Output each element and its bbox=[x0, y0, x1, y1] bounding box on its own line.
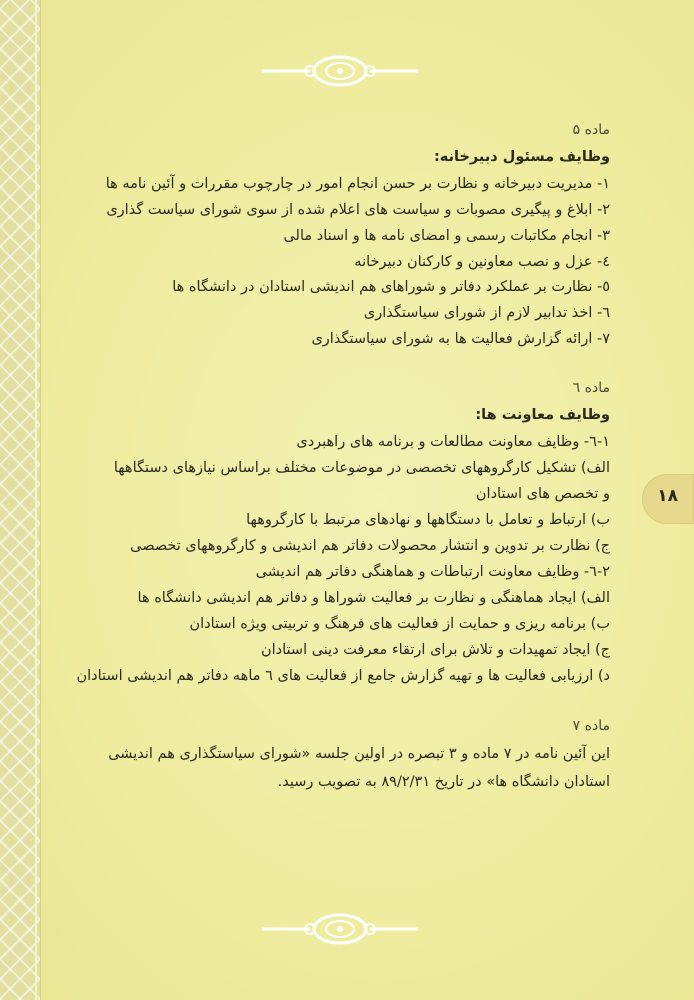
article-5-item: ۱- مدیریت دبیرخانه و نظارت بر حسن انجام امور در چارچوب مقررات و آئین نامه ها bbox=[105, 176, 610, 192]
article-6-line: ب) برنامه ریزی و حمایت از فعالیت های فرهنگ و تربیتی ویژه استادان bbox=[189, 616, 610, 632]
article-6-line: الف) ایجاد هماهنگی و نظارت بر فعالیت شوراها و دفاتر هم اندیشی دانشگاه ها bbox=[137, 590, 610, 606]
article-6-line: ب) ارتباط و تعامل با دستگاهها و نهادهای مرتبط با کارگروهها bbox=[246, 512, 610, 528]
article-6-line: ۱-٦- وظایف معاونت مطالعات و برنامه های راهبردی bbox=[296, 434, 610, 450]
article-6-subtitle: وظایف معاونت ها: bbox=[475, 407, 610, 423]
article-5-item: ٦- اخذ تدابیر لازم از شورای سیاستگذاری bbox=[363, 305, 610, 321]
article-6-line: ج) نظارت بر تدوین و انتشار محصولات دفاتر هم اندیشی و کارگروههای تخصصی bbox=[130, 538, 610, 554]
article-7-line: استادان دانشگاه ها» در تاریخ ۸۹/۲/۳۱ به تصویب رسید. bbox=[277, 774, 610, 790]
article-7-line: این آئین نامه در ۷ ماده و ۳ تبصره در اولین جلسه «شورای سیاستگذاری هم اندیشی bbox=[108, 746, 610, 762]
page-number: ۱۸ bbox=[657, 486, 678, 506]
article-7-title: ماده ۷ bbox=[572, 718, 610, 734]
article-6-line: ۲-٦- وظایف معاونت ارتباطات و هماهنگی دفاتر هم اندیشی bbox=[255, 564, 610, 580]
document-body bbox=[76, 0, 610, 1000]
article-6-line: و تخصص های استادان bbox=[475, 486, 610, 502]
article-6-title: ماده ٦ bbox=[572, 380, 610, 396]
article-6-line: د) ارزیابی فعالیت ها و تهیه گزارش جامع از فعالیت های ٦ ماهه دفاتر هم اندیشی استادان bbox=[76, 668, 610, 684]
article-5-item: ٥- نظارت بر عملکرد دفاتر و شوراهای هم اندیشی استادان در دانشگاه ها bbox=[172, 279, 610, 295]
article-5-item: ۳- انجام مکاتبات رسمی و امضای نامه ها و اسناد مالی bbox=[283, 228, 610, 244]
article-5-item: ۷- ارائه گزارش فعالیت ها به شورای سیاستگذاری bbox=[311, 331, 610, 347]
decorative-border bbox=[0, 0, 41, 1000]
article-6-line: الف) تشکیل کارگروههای تخصصی در موضوعات مختلف براساس نیازهای دستگاهها bbox=[113, 460, 610, 476]
article-5-subtitle: وظایف مسئول دبیرخانه: bbox=[433, 149, 610, 165]
article-5-item: ۲- ابلاغ و پیگیری مصوبات و سیاست های اعلام شده از سوی شورای سیاست گذاری bbox=[106, 202, 610, 218]
article-6-line: ج) ایجاد تمهیدات و تلاش برای ارتقاء معرفت دینی استادان bbox=[261, 642, 610, 658]
article-5-title: ماده ۵ bbox=[572, 122, 610, 138]
article-5-item: ٤- عزل و نصب معاونین و کارکنان دبیرخانه bbox=[354, 254, 610, 270]
